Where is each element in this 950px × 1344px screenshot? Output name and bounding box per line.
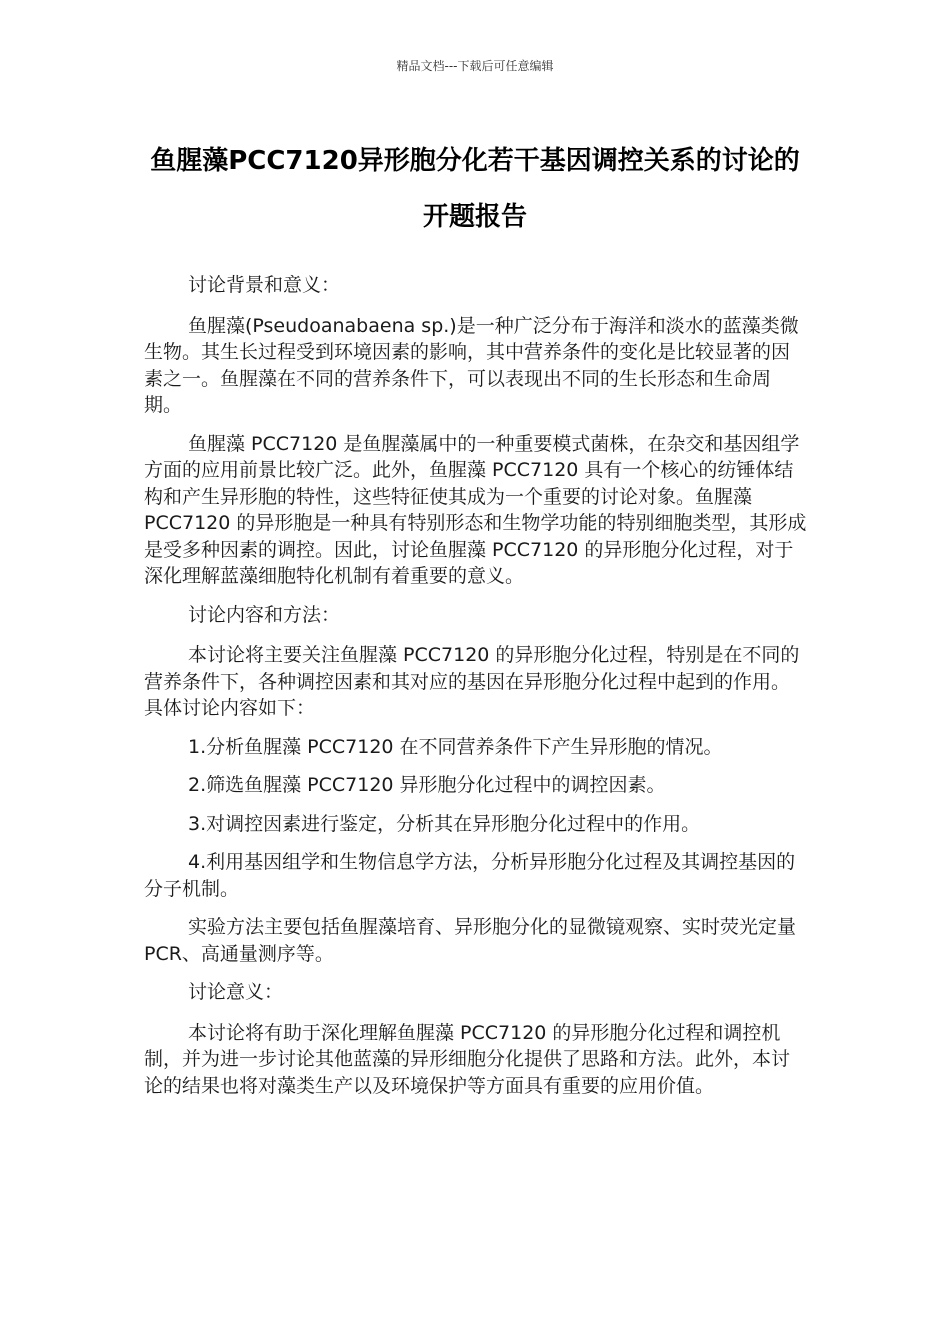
page-header: 精品文档---下载后可任意编辑 xyxy=(396,59,554,73)
section-heading-background: 讨论背景和意义： xyxy=(188,274,341,296)
list-item-4: 4.利用基因组学和生物信息学方法，分析异形胞分化过程及其调控基因的分子机制。 xyxy=(144,851,796,900)
paragraph-focus: 本讨论将主要关注鱼腥藻 PCC7120 的异形胞分化过程，特别是在不同的营养条件下，各种调控因素和其对应的基因在异形胞分化过程中起到的作用。具体讨论内容如下： xyxy=(144,644,800,719)
document-body xyxy=(144,272,808,1111)
section-heading-content-methods: 讨论内容和方法： xyxy=(188,603,341,626)
paragraph-intro: 鱼腥藻(Pseudoanabaena sp.)是一种广泛分布于海洋和淡水的蓝藻类微生物。其生长过程受到环境因素的影响，其中营养条件的变化是比较显著的因素之一。鱼腥藻在不同的营养条件下，可以表现出不同的生长形态和生命周期。 xyxy=(144,314,799,416)
list-item-1: 1.分析鱼腥藻 PCC7120 在不同营养条件下产生异形胞的情况。 xyxy=(188,735,723,758)
list-item-3: 3.对调控因素进行鉴定，分析其在异形胞分化过程中的作用。 xyxy=(188,812,701,835)
list-item-2: 2.筛选鱼腥藻 PCC7120 异形胞分化过程中的调控因素。 xyxy=(188,774,666,796)
section-heading-significance: 讨论意义： xyxy=(188,981,284,1003)
document-title: 鱼腥藻PCC7120异形胞分化若干基因调控关系的讨论的开题报告 xyxy=(150,146,800,232)
paragraph-significance: 本讨论将有助于深化理解鱼腥藻 PCC7120 的异形胞分化过程和调控机制，并为进一步讨论其他蓝藻的异形细胞分化提供了思路和方法。此外，本讨论的结果也将对藻类生产以及环境保护等方面具有重要的应用价值。 xyxy=(144,1021,791,1097)
paragraph-methods: 实验方法主要包括鱼腥藻培育、异形胞分化的显微镜观察、实时荧光定量 PCR、高通量测序等。 xyxy=(144,916,797,965)
paragraph-strain: 鱼腥藻 PCC7120 是鱼腥藻属中的一种重要模式菌株，在杂交和基因组学方面的应用前景比较广泛。此外，鱼腥藻 PCC7120 具有一个核心的纺锤体结构和产生异形胞的特性，这些特征使其成为一个重要的讨论对象。鱼腥藻 PCC7120 的异形胞是一种具有特别形态和生物学功能的特别细胞类型，其形成是受多种因素的调控。因此，讨论鱼腥藻 PCC7120 的异形胞分化过程，对于深化理解蓝藻细胞特化机制有着重要的意义。 xyxy=(144,432,807,587)
